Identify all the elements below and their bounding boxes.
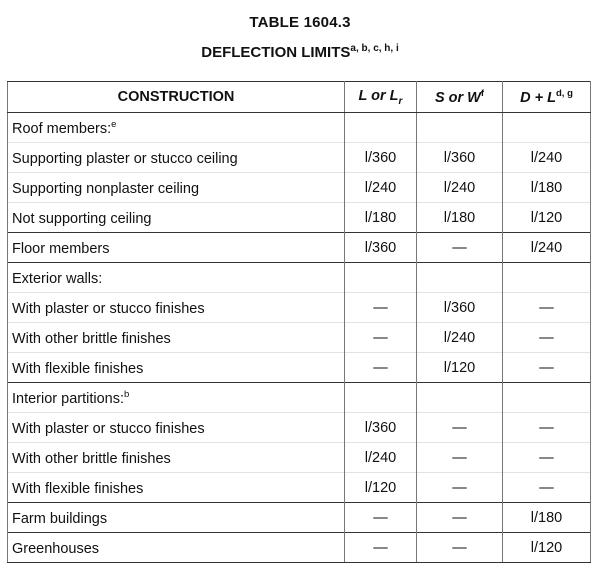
construction-cell (8, 143, 345, 173)
limit-cell-c2: l/360 (345, 143, 417, 173)
construction-label: With flexible finishes (12, 480, 144, 497)
construction-cell (8, 293, 345, 323)
table-row (8, 503, 591, 533)
limit-cell-c3: — (417, 413, 503, 443)
construction-label: Greenhouses (12, 540, 100, 557)
construction-label: Supporting nonplaster ceiling (12, 180, 200, 197)
table-row (8, 443, 591, 473)
limit-cell-c2: — (345, 533, 417, 563)
limit-cell-c3: l/240 (417, 173, 503, 203)
construction-cell (8, 383, 345, 413)
header-row (8, 82, 591, 113)
construction-cell (8, 113, 345, 143)
limit-cell-c2 (345, 263, 417, 293)
construction-cell (8, 443, 345, 473)
limit-cell-c4: — (503, 443, 591, 473)
construction-label: Roof members: (12, 120, 112, 137)
construction-label: With flexible finishes (12, 360, 144, 377)
table-subtitle (0, 40, 600, 62)
limit-cell-c3 (417, 263, 503, 293)
limit-cell-c3: — (417, 533, 503, 563)
limit-cell-c3: l/120 (417, 353, 503, 383)
table-title: TABLE 1604.3 (249, 14, 351, 31)
limit-cell-c3: — (417, 473, 503, 503)
limit-cell-c4 (503, 263, 591, 293)
deflection-limits-table (7, 81, 591, 563)
construction-label: Not supporting ceiling (12, 210, 152, 227)
limit-cell-c3 (417, 113, 503, 143)
header-dead-live: D + L$^{d, g}$ (503, 82, 591, 113)
construction-label: Exterior walls: (12, 270, 103, 287)
limit-cell-c2: l/240 (345, 443, 417, 473)
construction-cell (8, 323, 345, 353)
construction-label: Supporting plaster or stucco ceiling (12, 150, 238, 167)
table-row (8, 203, 591, 233)
construction-cell (8, 203, 345, 233)
construction-label: Floor members (12, 240, 110, 257)
limit-cell-c4: l/240 (503, 143, 591, 173)
header-live-load: L or $L_r$ (345, 82, 417, 113)
construction-cell (8, 353, 345, 383)
construction-label: Farm buildings (12, 510, 108, 527)
construction-label: With other brittle finishes (12, 330, 171, 347)
footnote-marker: e (111, 118, 117, 130)
construction-cell (8, 503, 345, 533)
limit-cell-c4 (503, 383, 591, 413)
limit-cell-c3: l/180 (417, 203, 503, 233)
limit-cell-c3: — (417, 233, 503, 263)
construction-label: With other brittle finishes (12, 450, 171, 467)
limit-cell-c4: l/240 (503, 233, 591, 263)
limit-cell-c2: l/360 (345, 413, 417, 443)
table-row (8, 173, 591, 203)
table-row (8, 263, 591, 293)
limit-cell-c2: l/240 (345, 173, 417, 203)
table-row (8, 293, 591, 323)
construction-cell (8, 233, 345, 263)
header-construction: CONSTRUCTION (8, 82, 345, 113)
limit-cell-c4: — (503, 293, 591, 323)
table-row (8, 353, 591, 383)
table-body (8, 113, 591, 563)
limit-cell-c2: — (345, 323, 417, 353)
table-row (8, 323, 591, 353)
table-row (8, 113, 591, 143)
table-row (8, 233, 591, 263)
limit-cell-c3 (417, 383, 503, 413)
limit-cell-c2 (345, 113, 417, 143)
limit-cell-c4: l/180 (503, 503, 591, 533)
header-snow-wind: S or $W^f$ (417, 82, 503, 113)
limit-cell-c3: l/360 (417, 293, 503, 323)
limit-cell-c4: — (503, 413, 591, 443)
construction-cell (8, 473, 345, 503)
limit-cell-c4: — (503, 473, 591, 503)
construction-cell (8, 413, 345, 443)
limit-cell-c2 (345, 383, 417, 413)
table-row (8, 383, 591, 413)
limit-cell-c2: l/360 (345, 233, 417, 263)
table-row (8, 413, 591, 443)
limit-cell-c3: l/240 (417, 323, 503, 353)
subtitle-footnotes: a, b, c, h, i (350, 43, 399, 54)
limit-cell-c4: l/120 (503, 533, 591, 563)
limit-cell-c4: — (503, 323, 591, 353)
limit-cell-c4: l/180 (503, 173, 591, 203)
title-block (0, 0, 600, 62)
table-row (8, 473, 591, 503)
construction-cell (8, 263, 345, 293)
limit-cell-c2: — (345, 353, 417, 383)
construction-label: With plaster or stucco finishes (12, 300, 205, 317)
limit-cell-c3: — (417, 503, 503, 533)
construction-label: Interior partitions: (12, 390, 125, 407)
limit-cell-c4 (503, 113, 591, 143)
limit-cell-c3: l/360 (417, 143, 503, 173)
limit-cell-c2: l/180 (345, 203, 417, 233)
construction-cell (8, 173, 345, 203)
table-row (8, 143, 591, 173)
subtitle-text: DEFLECTION LIMITS (201, 44, 351, 61)
footnote-marker: b (124, 388, 130, 400)
limit-cell-c2: — (345, 293, 417, 323)
construction-label: With plaster or stucco finishes (12, 420, 205, 437)
construction-cell (8, 533, 345, 563)
limit-cell-c2: l/120 (345, 473, 417, 503)
limit-cell-c4: — (503, 353, 591, 383)
limit-cell-c4: l/120 (503, 203, 591, 233)
limit-cell-c3: — (417, 443, 503, 473)
limit-cell-c2: — (345, 503, 417, 533)
table-row (8, 533, 591, 563)
